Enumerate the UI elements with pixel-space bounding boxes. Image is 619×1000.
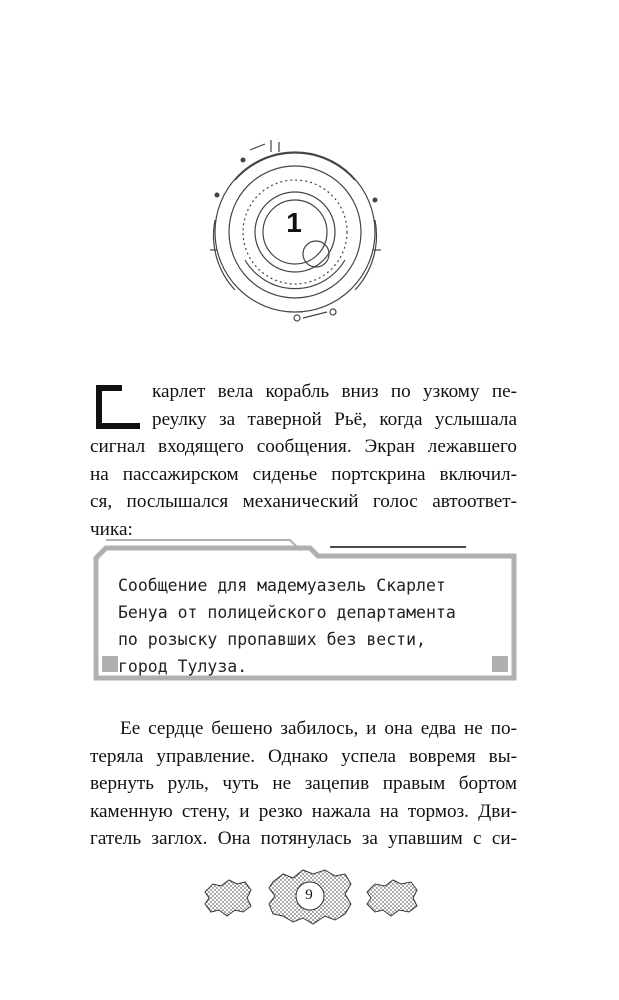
text-line: на пассажирском сиденье портскрина включил- bbox=[90, 463, 517, 485]
text-line: карлет вела корабль вниз по узкому пе- bbox=[152, 381, 517, 402]
dropcap-letter bbox=[92, 381, 144, 433]
text-line: чика: bbox=[90, 518, 133, 540]
text-line: вернуть руль, чуть не зацепив правым бортом bbox=[90, 773, 517, 794]
message-line: Сообщение для мадемуазель Скарлет bbox=[118, 576, 446, 595]
paragraph-2 bbox=[90, 715, 517, 853]
paragraph-1-intro bbox=[152, 378, 517, 433]
page-number: 9 bbox=[305, 887, 313, 903]
gear-icon bbox=[367, 880, 417, 916]
chapter-number: 1 bbox=[286, 207, 302, 238]
text-line: сигнал входящего сообщения. Экран лежавшего bbox=[90, 436, 517, 457]
message-line: по розыску пропавших без вести, bbox=[118, 630, 426, 649]
text-line: реулку за таверной Рьё, когда услышала bbox=[152, 408, 517, 430]
text-line: Ее сердце бешено забилось, и она едва не по- bbox=[120, 718, 517, 739]
message-line: город Тулуза. bbox=[118, 657, 248, 676]
paragraph-1-body bbox=[90, 433, 517, 543]
text-line: ся, послышался механический голос автоответ- bbox=[90, 491, 517, 512]
text-line: теряла управление. Однако успела вовремя вы- bbox=[90, 745, 517, 767]
gear-icon bbox=[205, 880, 251, 916]
incoming-message bbox=[118, 572, 508, 680]
text-line: каменную стену, и резко нажала на тормоз. Дви- bbox=[90, 800, 517, 822]
text-line: гатель заглох. Она потянулась за упавшим с си- bbox=[90, 828, 517, 849]
dropcap-bracket-icon bbox=[92, 381, 144, 433]
message-line: Бенуа от полицейского департамента bbox=[118, 603, 456, 622]
